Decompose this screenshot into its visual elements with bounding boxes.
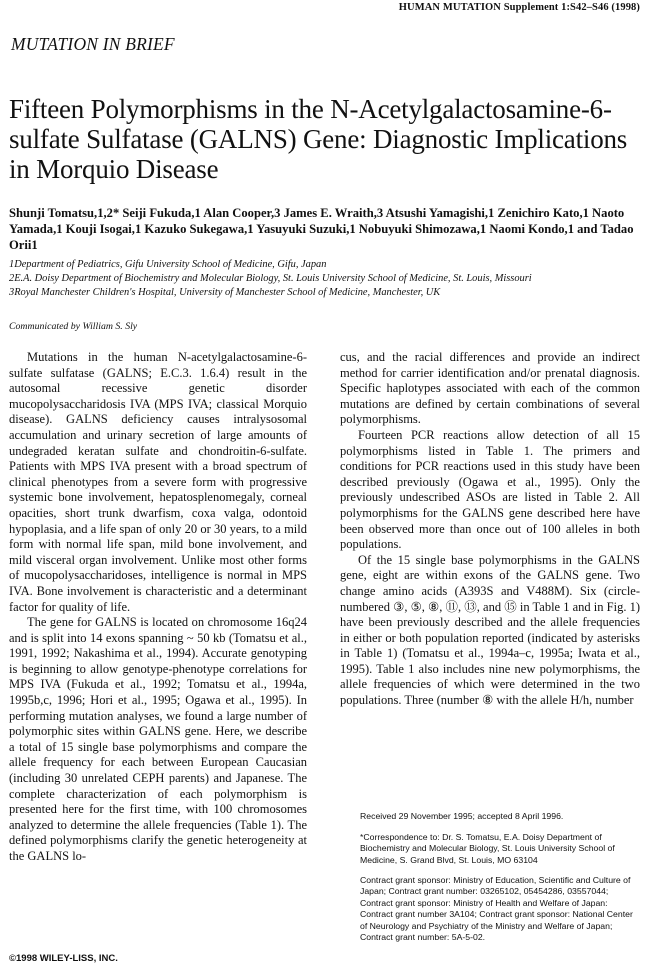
grant-sponsors: Contract grant sponsor: Ministry of Education, Scientific and Culture of Japan; Contract grant number: 03265102, 05454286, 03557044; Contract grant sponsor: Ministry of Health and Welfare of Japan: Contract grant number 3A104; Contract grant sponsor: National Center of Neurology and Psychiatry of the Ministry and Welfare of Japan; Contract grant number: 5A-5-02.	[360, 875, 633, 943]
affiliations	[9, 258, 641, 300]
paragraph: cus, and the racial differences and provide an indirect method for carrier identification and/or prenatal diagnosis. Specific haplotypes associated with each of the common mutations are defined by certain combinations of several polymorphisms.	[340, 350, 640, 427]
body-column-left	[9, 350, 307, 865]
body-column-right	[340, 350, 640, 709]
communicated-by: Communicated by William S. Sly	[9, 321, 138, 332]
copyright: ©1998 WILEY-LISS, INC.	[9, 953, 118, 964]
running-head: HUMAN MUTATION Supplement 1:S42–S46 (1998)	[398, 2, 640, 13]
affiliation-3: 3Royal Manchester Children's Hospital, University of Manchester School of Medicine, Manchester, UK	[9, 287, 441, 298]
section-label: MUTATION IN BRIEF	[11, 34, 175, 54]
paragraph: Fourteen PCR reactions allow detection of all 15 polymorphisms listed in Table 1. The primers and conditions for PCR reactions used in this study have been described previously (Ogawa et al., 1995). Only the previously undescribed ASOs are listed in Table 2. All polymorphisms for the GALNS gene described here have been observed more than once out of 100 alleles in both populations.	[340, 427, 640, 552]
paragraph: Mutations in the human N-acetylgalactosamine-6-sulfate sulfatase (GALNS; E.C.3. 1.6.4) result in the autosomal recessive genetic disorder mucopolysaccharidosis IVA (MPS IVA; classical Morquio disease). GALNS deficiency causes intralysosomal accumulation and urinary secretion of large amounts of undegraded keratan sulfate and chondroitin-6-sulfate. Patients with MPS IVA present with a broad spectrum of clinical phenotypes from a severe form with progressive systemic bone involvement, hepatosplenomegaly, corneal opacities, short trunk dwarfism, coxa valga, odontoid hypoplasia, and a life span of only 20 or 30 years, to a mild form with normal life span, mild bone involvement, and mild visceral organ involvement. Unlike most other forms of mucopolysaccharidoses, intelligence is normal in MPS IVA. Bone involvement is characteristic and a determinant factor for quality of life.	[9, 350, 307, 614]
correspondence-note: *Correspondence to: Dr. S. Tomatsu, E.A. Doisy Department of Biochemistry and Molecular Biology, St. Louis University School of Medicine, S. Grand Blvd, St. Louis, MO 63104	[360, 832, 615, 865]
affiliation-2: 2E.A. Doisy Department of Biochemistry and Molecular Biology, St. Louis University School of Medicine, St. Louis, Missouri	[9, 273, 532, 284]
author-list: Shunji Tomatsu,1,2* Seiji Fukuda,1 Alan Cooper,3 James E. Wraith,3 Atsushi Yamagishi,1 Zenichiro Kato,1 Naoto Yamada,1 Kouji Isogai,1 Kazuko Sukegawa,1 Yasuyuki Suzuki,1 Nobuyuki Shimozawa,1 Naomi Kondo,1 and Tadao Orii1	[9, 206, 634, 252]
paragraph: The gene for GALNS is located on chromosome 16q24 and is split into 14 exons spanning ~ 50 kb (Tomatsu et al., 1991, 1992; Nakashima et al., 1994). Accurate genotyping is beginning to allow genotype-phenotype correlations for MPS IVA (Fukuda et al., 1992; Tomatsu et al., 1994a, 1995b,c, 1996; Hori et al., 1995; Ogawa et al., 1995). In performing mutation analyses, we found a large number of polymorphic sites within GALNS gene. Here, we describe a total of 15 single base polymorphisms and compare the allele frequency for each between European Caucasian (including 30 unrelated CEPH parents) and Japanese. The complete characterization of each polymorphism is presented here for the first time, with 100 chromosomes analyzed to determine the allele frequencies (Table 1). The defined polymorphisms clarify the genetic heterogeneity at the GALNS lo-	[9, 615, 307, 863]
article-title: Fifteen Polymorphisms in the N-Acetylgalactosamine-6-sulfate Sulfatase (GALNS) Gene: Diagnostic Implications in Morquio Disease	[9, 94, 628, 184]
received-date: Received 29 November 1995; accepted 8 April 1996.	[360, 811, 564, 821]
paragraph: Of the 15 single base polymorphisms in the GALNS gene, eight are within exons of the GALNS gene. Two change amino acids (A393S and V488M). Six (circle-numbered ③, ⑤, ⑧, ⑪, ⑬, and ⑮ in Table 1 and in Fig. 1) have been previously described and the allele frequencies in either or both population reported (indicated by asterisks in Table 1) (Tomatsu et al., 1994a–c, 1995a; Iwata et al., 1995). Table 1 also includes nine new polymorphisms, the allele frequencies of which were determined in the two populations. Three (number ⑧ with the allele H/h, number	[340, 552, 640, 708]
affiliation-1: 1Department of Pediatrics, Gifu University School of Medicine, Gifu, Japan	[9, 259, 327, 270]
